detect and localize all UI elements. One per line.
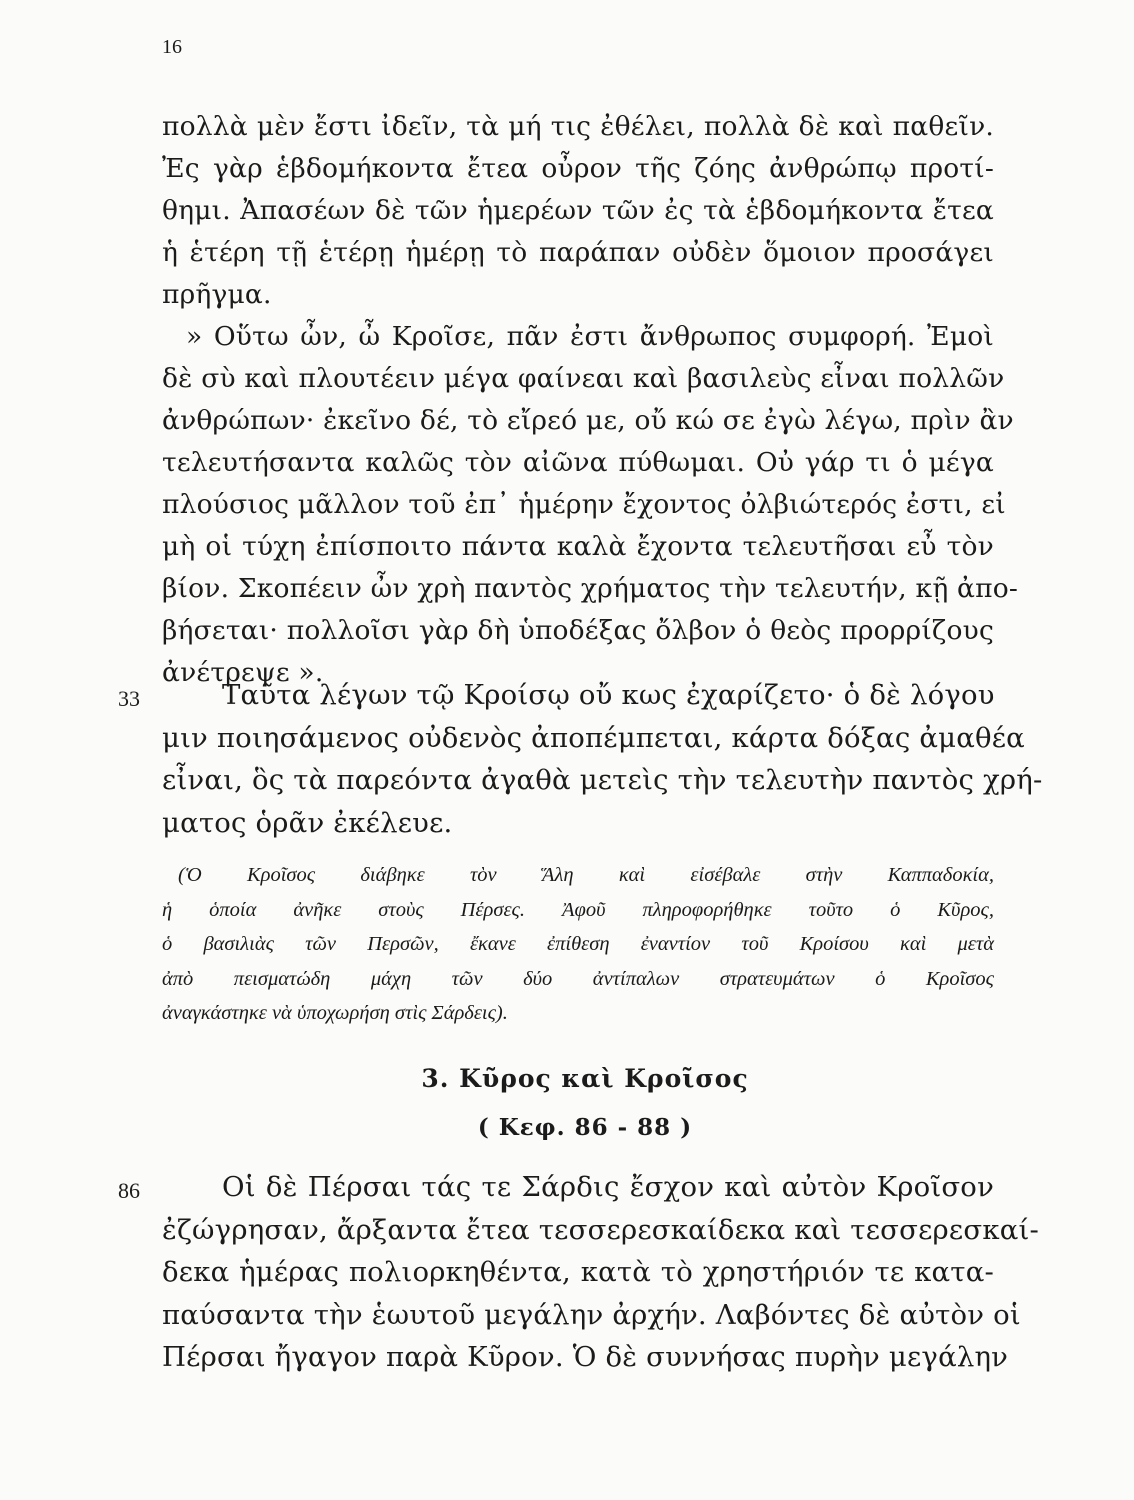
- page-number: 16: [162, 36, 182, 58]
- text-line: Πέρσαι ἤγαγον παρὰ Κῦρον. Ὁ δὲ συννήσας πυρὴν μεγάλην: [162, 1341, 1009, 1373]
- text-line: » Οὕτω ὦν, ὦ Κροῖσε, πᾶν ἐστι ἄνθρωπος συμφορή. Ἐμοὶ: [186, 321, 994, 352]
- text-line: Ἐς γὰρ ἑβδομήκοντα ἔτεα οὖρον τῆς ζόης ἀνθρώπῳ προτί-: [162, 153, 994, 184]
- text-line: εἶναι, ὃς τὰ παρεόντα ἀγαθὰ μετεὶς τὴν τελευτὴν παντὸς χρή-: [162, 764, 1043, 796]
- note-line: ἀναγκάστηκε νὰ ὑποχωρήση στὶς Σάρδεις).: [162, 1002, 508, 1024]
- text-line: πλούσιος μᾶλλον τοῦ ἐπ᾿ ἡμέρην ἔχοντος ὀλβιώτερός ἐστι, εἰ: [162, 489, 1006, 520]
- text-line: πολλὰ μὲν ἔστι ἰδεῖν, τὰ μή τις ἐθέλει, πολλὰ δὲ καὶ παθεῖν.: [162, 111, 994, 142]
- note-line: ἡ ὁποία ἀνῆκε στοὺς Πέρσες. Ἀφοῦ πληροφορήθηκε τοῦτο ὁ Κῦρος,: [162, 898, 994, 921]
- second-paragraph: [162, 316, 1019, 694]
- chapter-86-paragraph: [162, 1166, 1039, 1379]
- section-title: 3. Κῦρος καὶ Κροῖσος: [421, 1064, 749, 1093]
- section-subtitle: ( Κεφ. 86 - 88 ): [477, 1114, 693, 1141]
- text-line: δεκα ἡμέρας πολιορκηθέντα, κατὰ τὸ χρηστήριόν τε κατα-: [162, 1256, 994, 1288]
- text-line: ἀνέτρεψε ».: [162, 657, 324, 688]
- chapter-86-marker: 86: [118, 1178, 140, 1203]
- note-line: (Ὁ Κροῖσος διάβηκε τὸν Ἅλη καὶ εἰσέβαλε στὴν Καππαδοκία,: [178, 864, 994, 886]
- note-line: ὁ βασιλιὰς τῶν Περσῶν, ἔκανε ἐπίθεση ἐναντίον τοῦ Κροίσου καὶ μετὰ: [162, 933, 994, 955]
- note-line: ἀπὸ πεισματώδη μάχη τῶν δύο ἀντίπαλων στρατευμάτων ὁ Κροῖσος: [162, 967, 994, 990]
- text-line: ἡ ἑτέρη τῇ ἑτέρῃ ἡμέρῃ τὸ παράπαν οὐδὲν ὅμοιον προσάγει: [162, 237, 994, 268]
- text-line: Ταῦτα λέγων τῷ Κροίσῳ οὔ κως ἐχαρίζετο· ὁ δὲ λόγου: [222, 679, 995, 711]
- text-line: βίον. Σκοπέειν ὦν χρὴ παντὸς χρήματος τὴν τελευτήν, κῇ ἀπο-: [162, 573, 1019, 604]
- text-line: ἀνθρώπων· ἐκεῖνο δέ, τὸ εἴρεό με, οὔ κώ σε ἐγὼ λέγω, πρὶν ἂν: [162, 405, 1014, 436]
- chapter-33-paragraph: [162, 674, 1043, 844]
- text-line: Οἱ δὲ Πέρσαι τάς τε Σάρδις ἔσχον καὶ αὐτὸν Κροῖσον: [222, 1171, 994, 1203]
- text-line: μὴ οἱ τύχη ἐπίσποιτο πάντα καλὰ ἔχοντα τελευτῆσαι εὖ τὸν: [162, 531, 994, 562]
- text-line: θημι. Ἀπασέων δὲ τῶν ἡμερέων τῶν ἐς τὰ ἑβδομήκοντα ἔτεα: [162, 195, 994, 226]
- text-line: τελευτήσαντα καλῶς τὸν αἰῶνα πύθωμαι. Οὐ γάρ τι ὁ μέγα: [162, 447, 994, 478]
- text-line: μιν ποιησάμενος οὐδενὸς ἀποπέμπεται, κάρτα δόξας ἀμαθέα: [162, 721, 1025, 754]
- text-line: παύσαντα τὴν ἑωυτοῦ μεγάλην ἀρχήν. Λαβόντες δὲ αὐτὸν οἱ: [162, 1298, 1021, 1331]
- text-line: δὲ σὺ καὶ πλουτέειν μέγα φαίνεαι καὶ βασιλεὺς εἶναι πολλῶν: [162, 363, 1005, 394]
- text-line: πρῆγμα.: [162, 279, 272, 310]
- text-line: βήσεται· πολλοῖσι γὰρ δὴ ὑποδέξας ὄλβον ὁ θεὸς προρρίζους: [162, 615, 994, 646]
- opening-paragraph: [162, 106, 994, 316]
- chapter-33-marker: 33: [118, 686, 140, 711]
- text-line: ἐζώγρησαν, ἄρξαντα ἔτεα τεσσερεσκαίδεκα καὶ τεσσερεσκαί-: [162, 1213, 1039, 1246]
- editorial-note: [162, 858, 994, 1031]
- text-line: ματος ὁρᾶν ἐκέλευε.: [162, 806, 453, 839]
